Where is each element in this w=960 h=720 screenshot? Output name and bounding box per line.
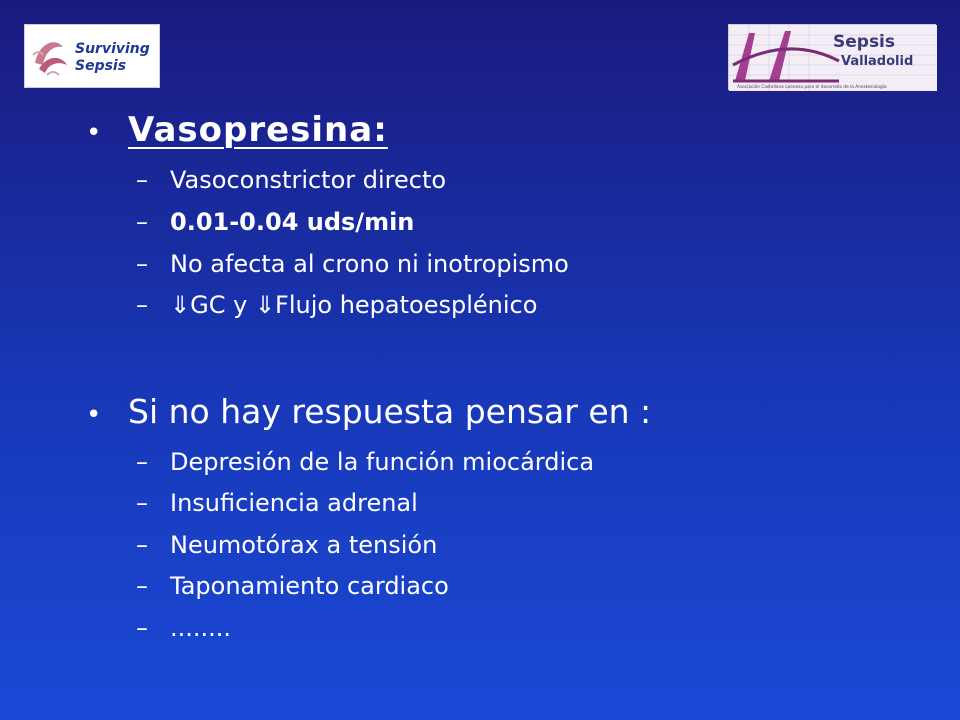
heading-vasopresina: Vasopresina: (128, 110, 388, 150)
list-item (136, 489, 418, 517)
bridge-emblem-icon (729, 25, 937, 91)
list-item (136, 448, 594, 476)
sepsis-valladolid-logo (728, 24, 936, 90)
surviving-sepsis-emblem-icon (25, 25, 161, 89)
item-text: Depresión de la función miocárdica (170, 448, 595, 476)
bullet-si-no-hay-respuesta (86, 392, 651, 431)
logo-left-line1: Surviving (75, 41, 150, 57)
dash: – (136, 291, 148, 319)
dash: – (136, 572, 148, 600)
bullet-dot: • (86, 118, 102, 148)
list-item (136, 166, 446, 194)
item-text: 0.01-0.04 uds/min (170, 208, 415, 236)
item-text: Vasoconstrictor directo (170, 166, 447, 194)
item-text: Insuficiencia adrenal (170, 489, 418, 517)
dash: – (136, 614, 148, 642)
list-item (136, 572, 449, 600)
dash: – (136, 489, 148, 517)
item-text: No afecta al crono ni inotropismo (170, 250, 569, 278)
bullet-vasopresina (86, 110, 388, 150)
item-text: Taponamiento cardiaco (170, 572, 449, 600)
list-item (136, 531, 437, 559)
item-text: ........ (170, 614, 232, 642)
logo-right-line2: Valladolid (841, 54, 914, 69)
item-text: ⇓GC y ⇓Flujo hepatoesplénico (170, 291, 538, 319)
dash: – (136, 448, 148, 476)
logo-right-caption: Asociación Castellano Leonesa para el desarrollo de la Anestesiología (737, 85, 887, 90)
item-text: Neumotórax a tensión (170, 531, 438, 559)
list-item (136, 291, 537, 319)
dash: – (136, 531, 148, 559)
logo-right-line1: Sepsis (833, 32, 896, 52)
bullet-dot: • (86, 400, 102, 430)
list-item (136, 250, 569, 278)
surviving-sepsis-logo (24, 24, 160, 88)
dash: – (136, 208, 148, 236)
heading-si-no-hay-respuesta: Si no hay respuesta pensar en : (128, 392, 652, 431)
list-item (136, 208, 414, 236)
dash: – (136, 250, 148, 278)
logo-left-line2: Sepsis (75, 58, 127, 74)
dash: – (136, 166, 148, 194)
list-item (136, 614, 231, 642)
